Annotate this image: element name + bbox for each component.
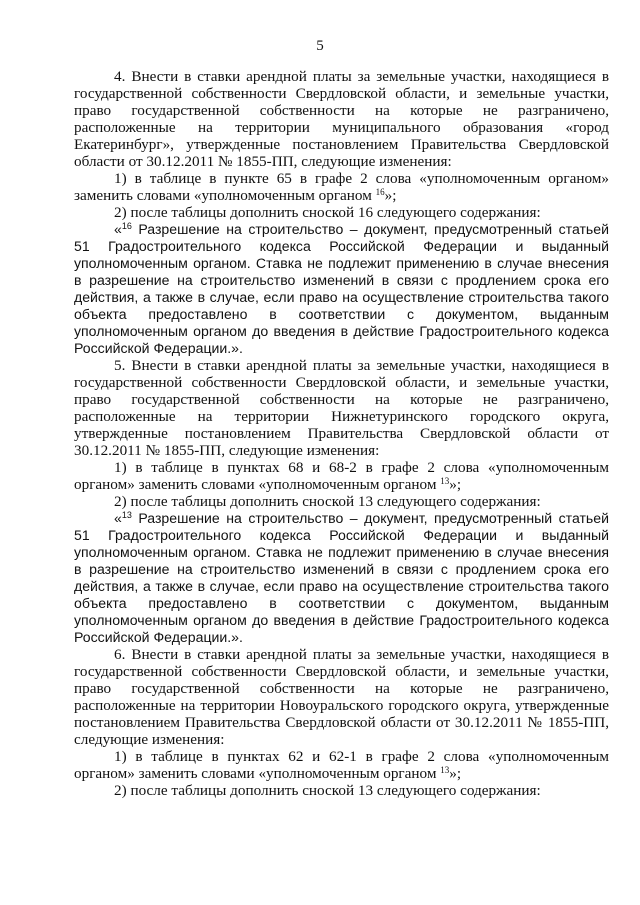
paragraph [74,459,609,493]
paragraph [74,68,609,170]
text-run: Разрешение на строительство – документ, предусмотренный статьей 51 Градостроительного кодекса Российской Федерации и выданный уполномоченным органом. Ставка не подлежит применению в случае внесения в разрешение на строительство изменений в связи с продлением срока его действия, а также в случае, если право на осуществление строительства такого объекта предоставлено в соответствии с документом, выданным уполномоченным органом до введения в действие Градостроительного кодекса Российской Федерации.». [74,221,609,356]
footnote-ref: 16 [375,187,385,197]
footnote-ref: 13 [440,476,450,486]
paragraph [74,493,609,510]
text-run: « [114,510,122,526]
paragraph [74,221,609,357]
footnote-ref: 13 [121,510,132,520]
paragraph [74,204,609,221]
paragraph [74,646,609,748]
document-body [74,68,609,799]
footnote-ref: 16 [121,221,132,231]
text-run: 6. Внести в ставки арендной платы за земельные участки, находящиеся в государственной собственности Свердловской области, и земельные участки, право государственной собственности на которые не разграничено, расположенные на территории Новоуральского городского округа, утвержденные постановлением Правительства Свердловской области от 30.12.2011 № 1855-ПП, следующие изменения: [74,646,609,748]
text-run: « [114,221,122,237]
page-number: 5 [316,38,324,54]
text-run: 1) в таблице в пунктах 68 и 68-2 в графе 2 слова «уполномоченным органом» заменить словами «уполномоченным органом [74,459,609,493]
text-run: 4. Внести в ставки арендной платы за земельные участки, находящиеся в государственной собственности Свердловской области, и земельные участки, право государственной собственности на которые не разграничено, расположенные на территории муниципального образования «город Екатеринбург», утвержденные постановлением Правительства Свердловской области от 30.12.2011 № 1855-ПП, следующие изменения: [74,68,609,170]
paragraph [74,748,609,782]
paragraph [74,510,609,646]
paragraph [74,170,609,204]
paragraph [74,782,609,799]
text-run: 1) в таблице в пунктах 62 и 62-1 в графе 2 слова «уполномоченным органом» заменить словами «уполномоченным органом [74,748,609,782]
text-run: »; [384,187,397,204]
text-run: 2) после таблицы дополнить сноской 13 следующего содержания: [114,493,541,510]
text-run: 2) после таблицы дополнить сноской 13 следующего содержания: [114,782,541,799]
paragraph [74,357,609,459]
footnote-ref: 13 [440,765,450,775]
text-run: Разрешение на строительство – документ, предусмотренный статьей 51 Градостроительного кодекса Российской Федерации и выданный уполномоченным органом. Ставка не подлежит применению в случае внесения в разрешение на строительство изменений в связи с продлением срока его действия, а также в случае, если право на осуществление строительства такого объекта предоставлено в соответствии с документом, выданным уполномоченным органом до введения в действие Градостроительного кодекса Российской Федерации.». [74,510,609,645]
text-run: 2) после таблицы дополнить сноской 16 следующего содержания: [114,204,541,221]
text-run: 1) в таблице в пункте 65 в графе 2 слова «уполномоченным органом» заменить словами «уполномоченным органом [74,170,609,204]
text-run: »; [449,476,462,493]
text-run: »; [449,765,462,782]
text-run: 5. Внести в ставки арендной платы за земельные участки, находящиеся в государственной собственности Свердловской области, и земельные участки, право государственной собственности на которые не разграничено, расположенные на территории Нижнетуринского городского округа, утвержденные постановлением Правительства Свердловской области от 30.12.2011 № 1855-ПП, следующие изменения: [74,357,609,459]
